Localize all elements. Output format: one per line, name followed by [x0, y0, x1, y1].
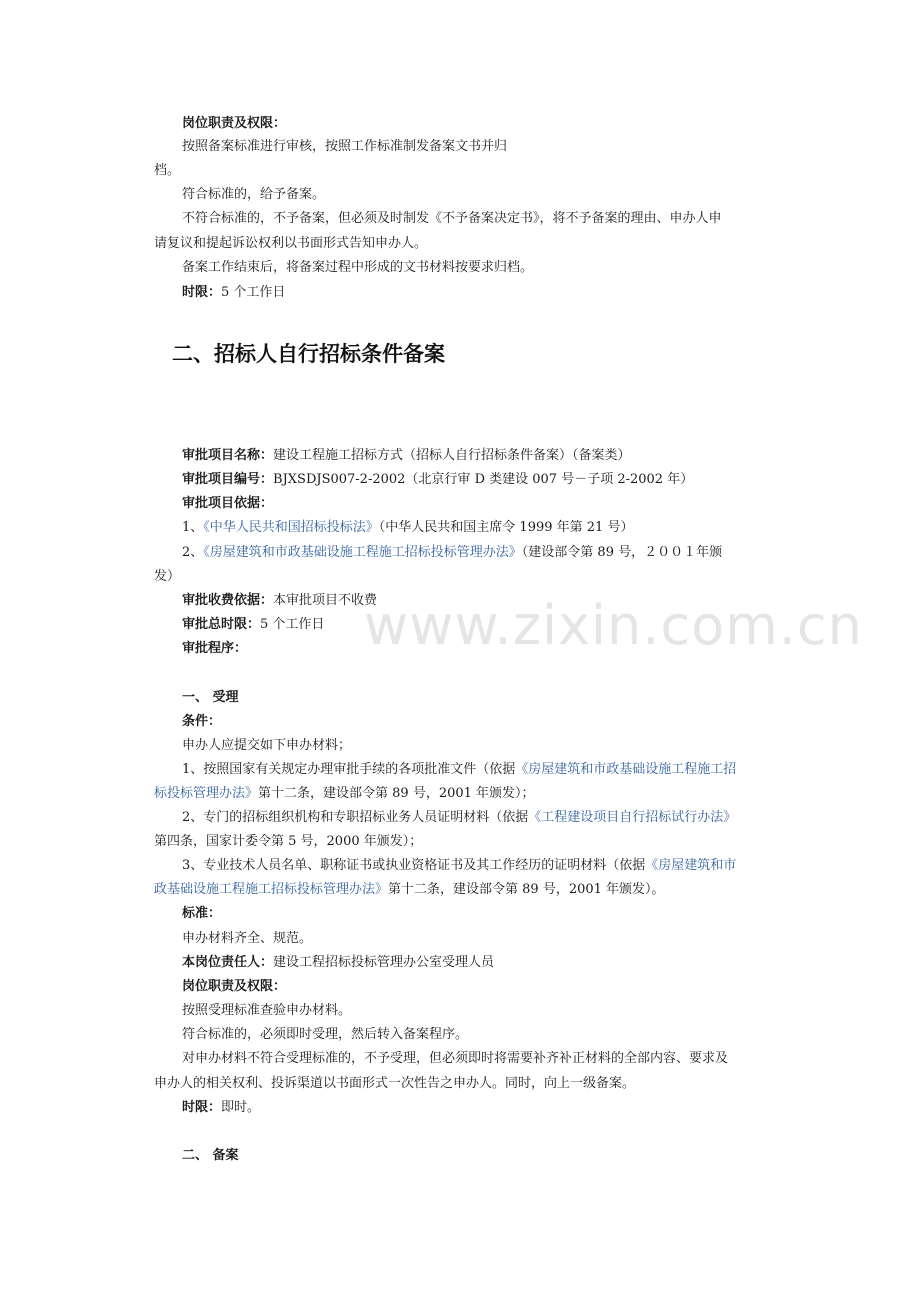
material-1-text: 1、按照国家有关规定办理审批手续的各项批准文件（依据	[182, 762, 516, 777]
standard-label: 标准：	[182, 906, 222, 921]
item-name	[182, 447, 631, 465]
fee-value: 本审批项目不收费	[273, 593, 378, 608]
material-3-rest: 第十二条，建设部令第 89 号，2001 年颁发）。	[388, 882, 665, 897]
material-1-cont	[154, 785, 535, 803]
paragraph: 档。	[154, 163, 181, 178]
fee-basis	[182, 592, 377, 610]
item-code-value: BJXSDJS007-2-2002（北京行审 D 类建设 007 号－子项 2-2002 年）	[273, 472, 694, 487]
paragraph: 不符合标准的，不予备案，但必须及时制发《不予备案决定书》，将不予备案的理由、申办人申	[182, 211, 722, 226]
standard-value: 申办材料齐全、规范。	[182, 931, 313, 946]
paragraph: 备案工作结束后，将备案过程中形成的文书材料按要求归档。	[182, 260, 534, 275]
material-3-link-cont[interactable]: 政基础设施工程施工招标投标管理办法》	[154, 882, 389, 897]
procedure-label: 审批程序：	[182, 641, 248, 656]
paragraph: 符合标准的，必须即时受理，然后转入备案程序。	[182, 1027, 469, 1042]
material-3-cont	[154, 881, 665, 899]
material-3-text: 3、专业技术人员名单、职称证书或执业资格证书及其工作经历的证明材料（依据	[182, 858, 646, 873]
basis-2-number: 2、	[182, 545, 204, 560]
step-1-time	[182, 1099, 260, 1117]
step-2-heading: 二、 备案	[182, 1148, 239, 1163]
basis-item-2	[182, 544, 722, 562]
paragraph: 按照备案标准进行审核，按照工作标准制发备案文书并归	[182, 139, 508, 154]
responsible-label: 本岗位责任人：	[182, 955, 274, 970]
item-code-label: 审批项目编号：	[182, 472, 274, 487]
material-1-link[interactable]: 《房屋建筑和市政基础设施工程施工招	[515, 762, 737, 777]
total-time-label: 审批总时限：	[182, 617, 261, 632]
material-2-link[interactable]: 《工程建设项目自行招标试行办法》	[528, 810, 737, 825]
basis-item-1	[182, 519, 633, 537]
section-title: 二、招标人自行招标条件备案	[172, 342, 445, 366]
item-name-label: 审批项目名称：	[182, 448, 274, 463]
material-1	[182, 761, 736, 779]
item-code	[182, 471, 693, 489]
material-1-rest: 第十二条，建设部令第 89 号，2001 年颁发）；	[258, 786, 535, 801]
condition-intro: 申办人应提交如下申办材料；	[182, 738, 352, 753]
material-1-link-cont[interactable]: 标投标管理办法》	[154, 786, 259, 801]
basis-1-rest: （中华人民共和国主席令 1999 年第 21 号）	[378, 520, 634, 535]
time-value: 5 个工作日	[221, 285, 286, 300]
step-1-time-label: 时限：	[182, 1100, 222, 1115]
basis-label: 审批项目依据：	[182, 496, 274, 511]
total-time	[182, 616, 324, 634]
condition-label: 条件：	[182, 714, 222, 729]
paragraph: 符合标准的，给予备案。	[182, 187, 326, 202]
fee-label: 审批收费依据：	[182, 593, 274, 608]
responsible-person	[182, 954, 494, 972]
basis-2-rest: （建设部令第 89 号，２００１年颁	[521, 545, 723, 560]
paragraph: 按照受理标准查验申办材料。	[182, 1003, 352, 1018]
item-name-value: 建设工程施工招标方式（招标人自行招标条件备案）（备案类）	[273, 448, 631, 463]
paragraph: 对申办材料不符合受理标准的，不予受理，但必须即时将需要补齐补正材料的全部内容、要求及	[182, 1051, 729, 1066]
material-2-cont: 第四条，国家计委令第 5 号，2000 年颁发）；	[154, 834, 423, 849]
step-1-duty-label: 岗位职责及权限：	[182, 979, 287, 994]
time-limit	[182, 284, 285, 302]
responsible-value: 建设工程招标投标管理办公室受理人员	[273, 955, 495, 970]
paragraph: 申办人的相关权利、投诉渠道以书面形式一次性告之申办人。同时，向上一级备案。	[154, 1076, 636, 1091]
duty-label: 岗位职责及权限：	[182, 116, 287, 131]
basis-2-link[interactable]: 《房屋建筑和市政基础设施工程施工招标投标管理办法》	[203, 545, 522, 560]
total-time-value: 5 个工作日	[260, 617, 325, 632]
material-2-text: 2、专门的招标组织机构和专职招标业务人员证明材料（依据	[182, 810, 529, 825]
material-2	[182, 809, 736, 827]
basis-1-number: 1、	[182, 520, 204, 535]
paragraph: 请复议和提起诉讼权利以书面形式告知申办人。	[154, 236, 428, 251]
basis-1-link[interactable]: 《中华人民共和国招标投标法》	[203, 520, 379, 535]
material-3-link[interactable]: 《房屋建筑和市	[645, 858, 737, 873]
basis-item-2-tail: 发）	[154, 569, 181, 584]
step-1-heading: 一、 受理	[182, 690, 239, 705]
material-3	[182, 857, 736, 875]
step-1-time-value: 即时。	[221, 1100, 261, 1115]
time-label: 时限：	[182, 285, 222, 300]
watermark: www.zixin.com.cn	[364, 594, 863, 657]
